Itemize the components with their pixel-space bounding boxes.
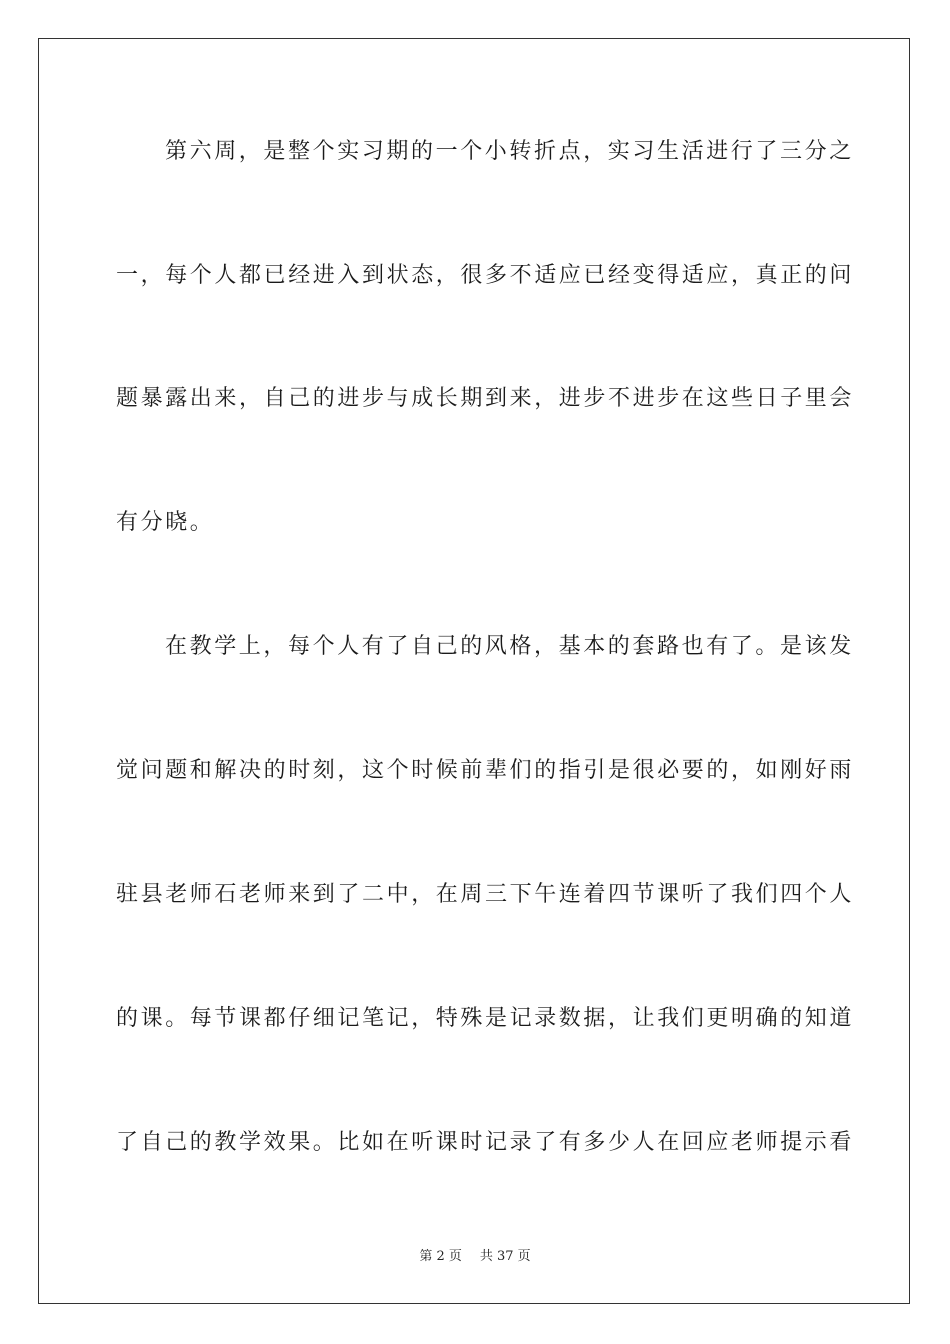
paragraph-2-line-1: 在教学上，每个人有了自己的风格，基本的套路也有了。是该发 bbox=[165, 634, 854, 659]
page-number: 第 2 页 bbox=[419, 1249, 462, 1264]
paragraph-2-line-2: 觉问题和解决的时刻，这个时候前辈们的指引是很必要的，如刚好雨 bbox=[116, 758, 855, 783]
paragraph-2-line-4: 的课。每节课都仔细记笔记，特殊是记录数据，让我们更明确的知道 bbox=[116, 1006, 855, 1031]
paragraph-2-line-3: 驻县老师石老师来到了二中，在周三下午连着四节课听了我们四个人 bbox=[116, 882, 855, 907]
paragraph-1-line-2: 一，每个人都已经进入到状态，很多不适应已经变得适应，真正的问 bbox=[116, 263, 855, 288]
page-total: 共 37 页 bbox=[479, 1249, 531, 1264]
paragraph-1-line-1: 第六周，是整个实习期的一个小转折点，实习生活进行了三分之 bbox=[165, 139, 854, 164]
paragraph-1-line-3: 题暴露出来，自己的进步与成长期到来，进步不进步在这些日子里会 bbox=[116, 386, 855, 411]
page-border bbox=[38, 38, 910, 1304]
page-footer bbox=[0, 1248, 950, 1266]
paragraph-2-line-5: 了自己的教学效果。比如在听课时记录了有多少人在回应老师提示看 bbox=[116, 1130, 855, 1155]
paragraph-1-line-4: 有分晓。 bbox=[116, 510, 215, 535]
